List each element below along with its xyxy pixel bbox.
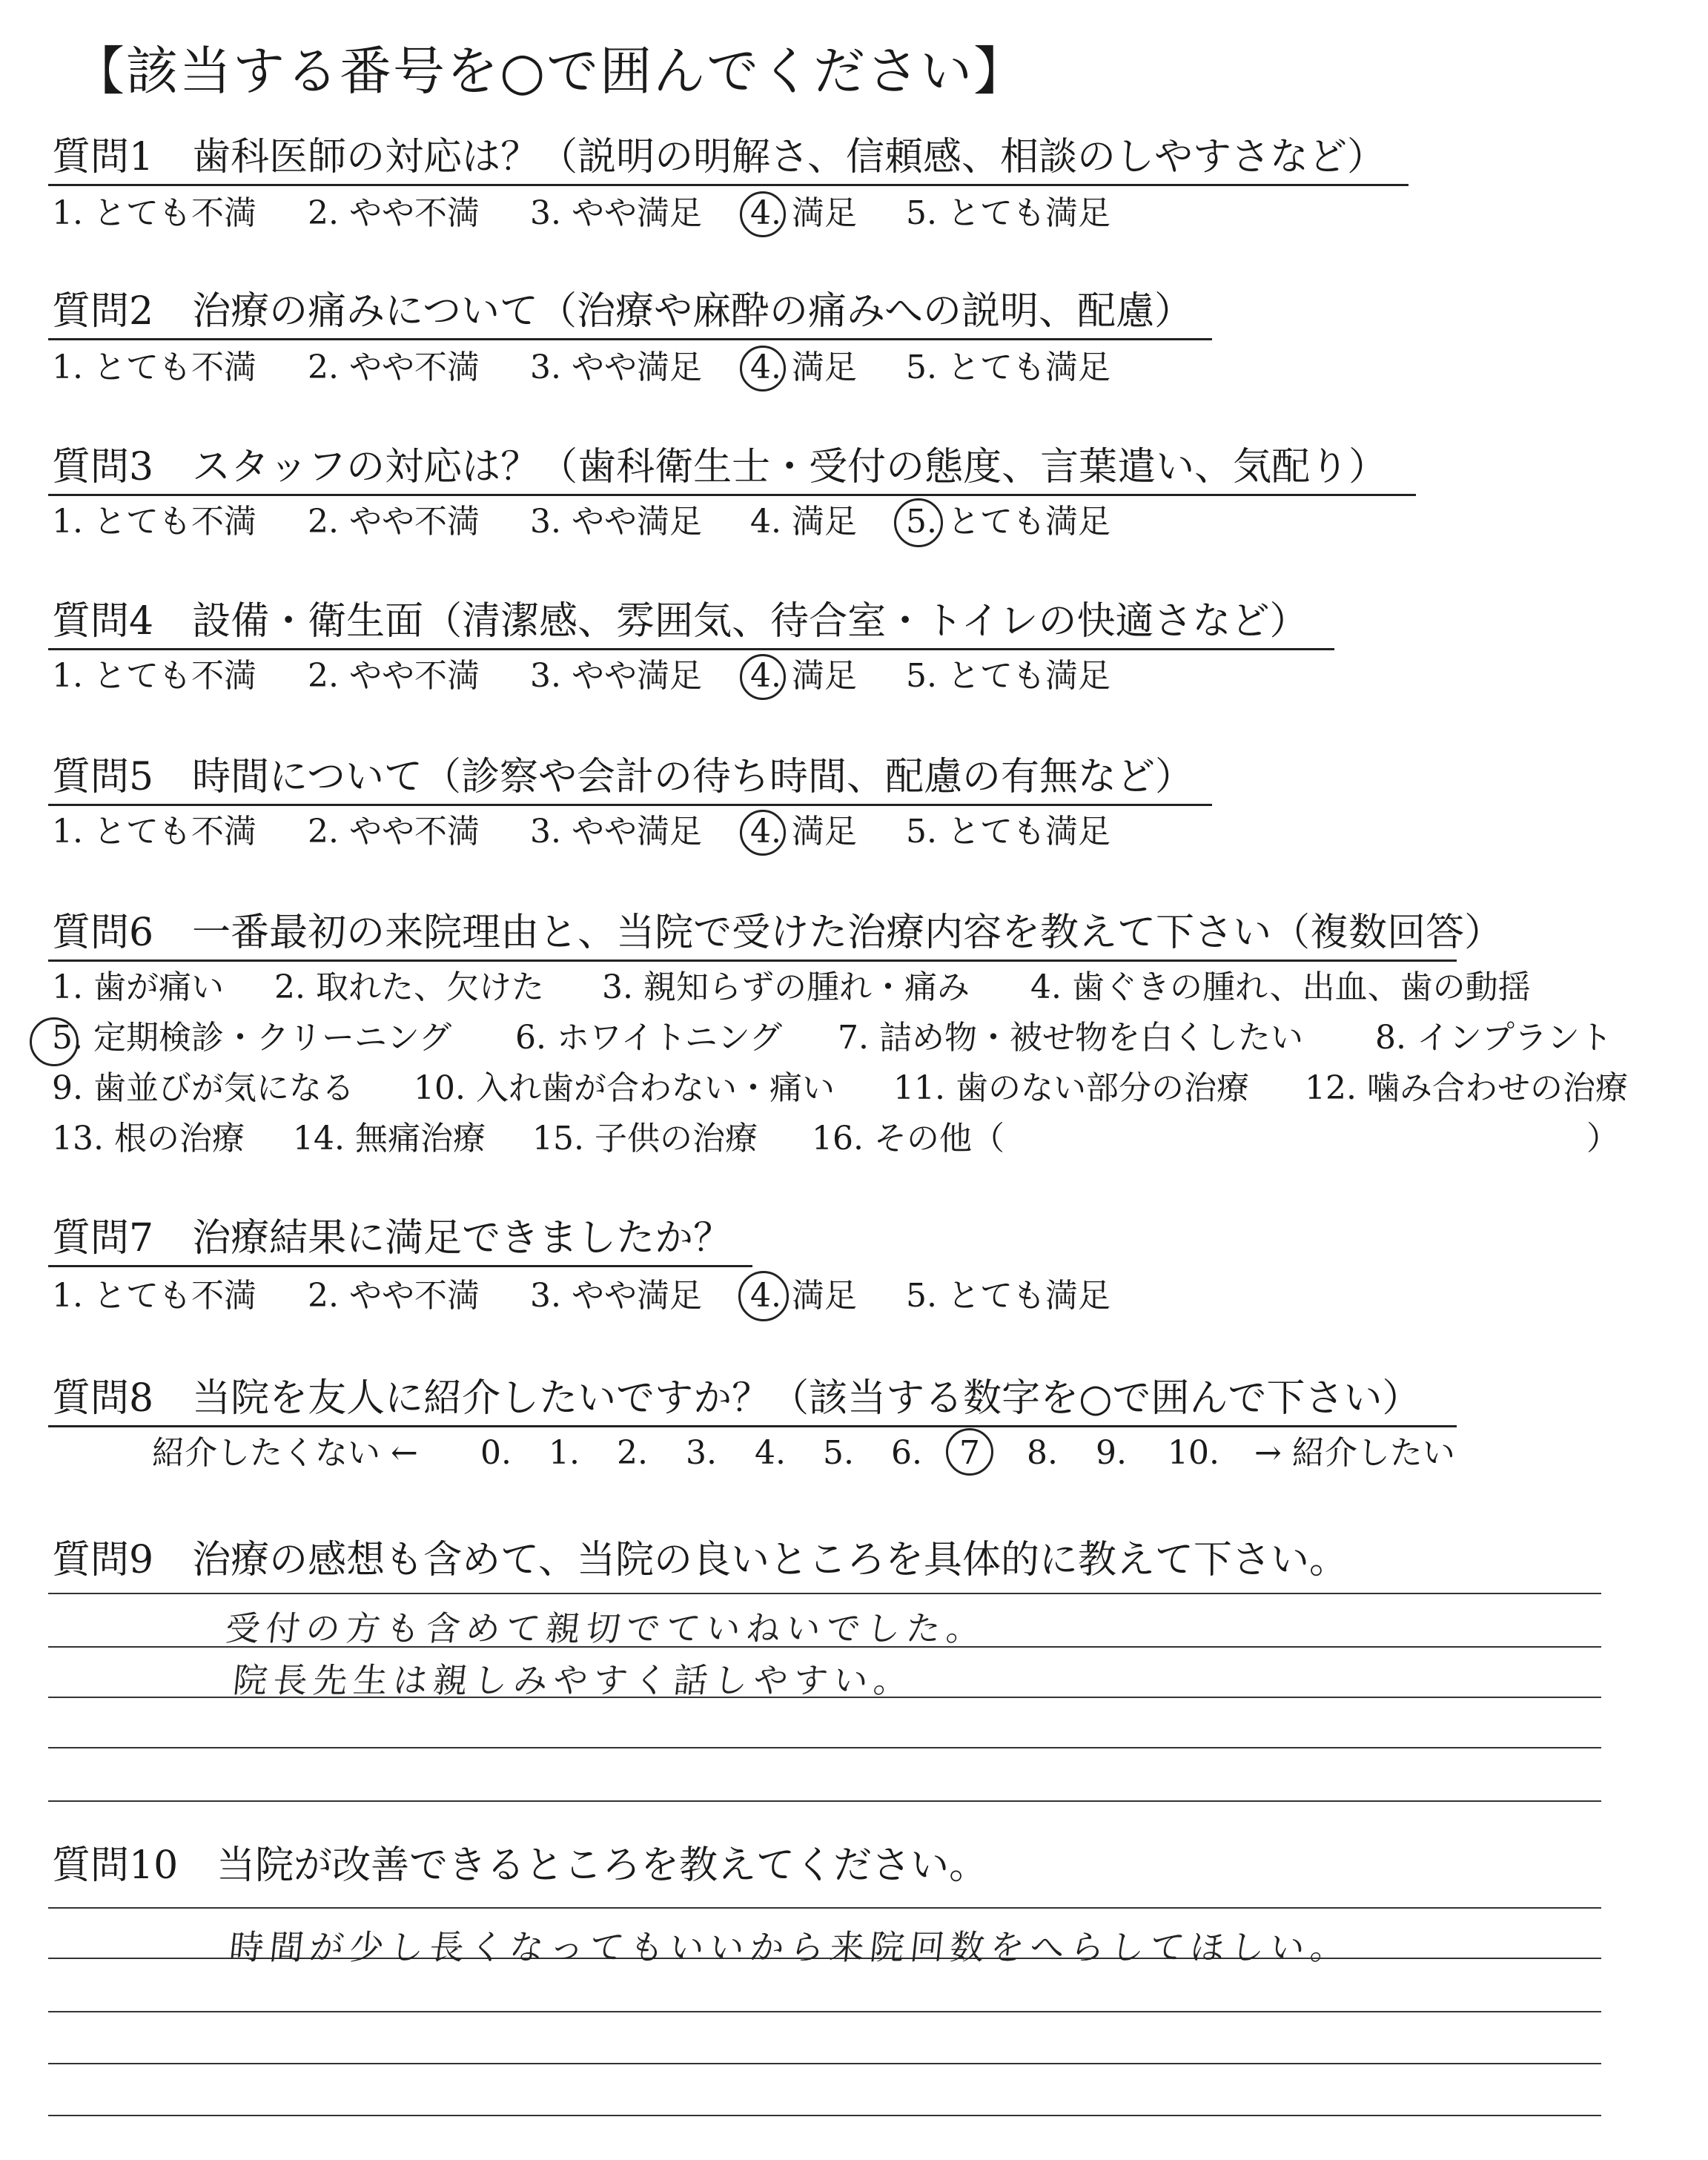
q2-option-3[interactable]: 3. やや満足 xyxy=(530,349,702,386)
q6-option-15[interactable]: 15. 子供の治療 xyxy=(532,1120,758,1157)
q7-option-3[interactable]: 3. やや満足 xyxy=(530,1277,702,1315)
question-3-options xyxy=(0,503,1708,547)
q3-option-2[interactable]: 2. やや不満 xyxy=(308,503,480,541)
q1-option-3[interactable]: 3. やや満足 xyxy=(530,194,702,232)
q3-selection-circle xyxy=(894,498,943,547)
question-1-heading: 質問1 歯科医師の対応は？（説明の明解さ、信頼感、相談のしやすさなど） xyxy=(52,135,1386,179)
question-4-heading: 質問4 設備・衛生面（清潔感、雰囲気、待合室・トイレの快適さなど） xyxy=(52,599,1308,644)
question-3-underline xyxy=(48,494,1416,496)
q8-scale-5[interactable]: 5. xyxy=(823,1434,854,1472)
question-2-underline xyxy=(48,338,1212,340)
question-1-options xyxy=(0,194,1708,239)
q6-option-14[interactable]: 14. 無痛治療 xyxy=(293,1120,486,1157)
q8-scale-8[interactable]: 8. xyxy=(1027,1434,1058,1472)
q1-option-1[interactable]: 1. とても不満 xyxy=(52,194,256,232)
q6-option-2[interactable]: 2. 取れた、欠けた xyxy=(274,968,544,1006)
q3-option-3[interactable]: 3. やや満足 xyxy=(530,503,702,541)
q1-option-5[interactable]: 5. とても満足 xyxy=(906,194,1110,232)
q6-option-13[interactable]: 13. 根の治療 xyxy=(52,1120,245,1157)
question-6-heading: 質問6 一番最初の来院理由と、当院で受けた治療内容を教えて下さい（複数回答） xyxy=(52,911,1503,955)
question-6-options xyxy=(0,968,1708,1161)
q6-option-8[interactable]: 8. インプラント xyxy=(1375,1019,1612,1057)
q2-selection-circle xyxy=(740,346,786,392)
q4-option-5[interactable]: 5. とても満足 xyxy=(906,657,1110,695)
question-3-heading: 質問3 スタッフの対応は？（歯科衛生士・受付の態度、言葉遣い、気配り） xyxy=(52,445,1388,489)
q3-option-4[interactable]: 4. 満足 xyxy=(750,503,857,541)
q8-scale-9[interactable]: 9. xyxy=(1096,1434,1127,1472)
q4-selection-circle xyxy=(740,654,786,700)
question-6-underline xyxy=(48,960,1457,962)
q5-option-1[interactable]: 1. とても不満 xyxy=(52,813,256,851)
question-7-underline xyxy=(48,1265,752,1267)
q10-handwritten-answer-1: 時間が少し長くなってもいいから来院回数をへらしてほしい。 xyxy=(227,1927,1353,1967)
q6-option-3[interactable]: 3. 親知らずの腫れ・痛み xyxy=(602,968,970,1006)
question-1-underline xyxy=(48,184,1409,186)
q5-option-2[interactable]: 2. やや不満 xyxy=(308,813,480,851)
form-title: 【該当する番号を○で囲んでください】 xyxy=(73,41,1027,102)
q10-answer-line-3 xyxy=(48,2011,1601,2012)
q8-scale-4[interactable]: 4. xyxy=(755,1434,786,1472)
q6-option-6[interactable]: 6. ホワイトニング xyxy=(515,1019,783,1057)
q7-option-1[interactable]: 1. とても不満 xyxy=(52,1277,256,1315)
q6-selection-circle xyxy=(30,1017,79,1066)
q6-option-12[interactable]: 12. 噛み合わせの治療 xyxy=(1305,1069,1628,1107)
q8-scale-10[interactable]: 10. xyxy=(1168,1434,1219,1472)
q8-scale-left-label: 紹介したくない ← xyxy=(152,1434,418,1472)
q2-option-4[interactable]: 4. 満足 xyxy=(750,349,857,386)
question-5-heading: 質問5 時間について（診察や会計の待ち時間、配慮の有無など） xyxy=(52,755,1194,799)
q1-option-4[interactable]: 4. 満足 xyxy=(750,194,857,232)
q5-option-5[interactable]: 5. とても満足 xyxy=(906,813,1110,851)
q5-option-3[interactable]: 3. やや満足 xyxy=(530,813,702,851)
question-2-heading: 質問2 治療の痛みについて（治療や麻酔の痛みへの説明、配慮） xyxy=(52,289,1194,334)
q7-selection-circle xyxy=(738,1271,789,1321)
question-10-heading: 質問10 当院が改善できるところを教えてください。 xyxy=(52,1843,988,1888)
q4-option-3[interactable]: 3. やや満足 xyxy=(530,657,702,695)
question-7-heading: 質問7 治療結果に満足できましたか？ xyxy=(52,1216,732,1261)
q2-option-1[interactable]: 1. とても不満 xyxy=(52,349,256,386)
q10-answer-line-5 xyxy=(48,2115,1601,2116)
q8-scale-right-label: → 紹介したい xyxy=(1254,1434,1455,1472)
q6-option-1[interactable]: 1. 歯が痛い xyxy=(52,968,224,1006)
q5-selection-circle xyxy=(740,810,786,856)
question-8-scale xyxy=(0,1434,1708,1479)
q4-option-1[interactable]: 1. とても不満 xyxy=(52,657,256,695)
q10-answer-line-1 xyxy=(48,1907,1601,1909)
q8-scale-6[interactable]: 6. xyxy=(891,1434,922,1472)
q4-option-4[interactable]: 4. 満足 xyxy=(750,657,857,695)
question-5-options xyxy=(0,813,1708,857)
q8-scale-1[interactable]: 1. xyxy=(549,1434,580,1472)
q9-answer-line-5 xyxy=(48,1800,1601,1802)
q1-option-2[interactable]: 2. やや不満 xyxy=(308,194,480,232)
q6-option-11[interactable]: 11. 歯のない部分の治療 xyxy=(893,1069,1249,1107)
q7-option-5[interactable]: 5. とても満足 xyxy=(906,1277,1110,1315)
q6-option-9[interactable]: 9. 歯並びが気になる xyxy=(52,1069,354,1107)
q7-option-4[interactable]: 4. 満足 xyxy=(750,1277,857,1315)
q4-option-2[interactable]: 2. やや不満 xyxy=(308,657,480,695)
q6-option-4[interactable]: 4. 歯ぐきの腫れ、出血、歯の動揺 xyxy=(1030,968,1531,1006)
q8-scale-7[interactable]: 7 xyxy=(959,1434,980,1472)
question-2-options xyxy=(0,349,1708,393)
question-7-options xyxy=(0,1277,1708,1321)
q3-option-1[interactable]: 1. とても不満 xyxy=(52,503,256,541)
question-8-heading: 質問8 当院を友人に紹介したいですか？（該当する数字を○で囲んで下さい） xyxy=(52,1376,1421,1421)
question-8-underline xyxy=(48,1425,1457,1427)
q8-scale-3[interactable]: 3. xyxy=(686,1434,717,1472)
q9-answer-line-1 xyxy=(48,1593,1601,1594)
q5-option-4[interactable]: 4. 満足 xyxy=(750,813,857,851)
q9-handwritten-answer-2: 院長先生は親しみやすく話しやすい。 xyxy=(231,1660,916,1700)
q8-scale-2[interactable]: 2. xyxy=(617,1434,648,1472)
q9-handwritten-answer-1: 受付の方も含めて親切でていねいでした。 xyxy=(223,1608,989,1648)
q10-answer-line-4 xyxy=(48,2063,1601,2064)
q9-answer-line-4 xyxy=(48,1747,1601,1748)
q8-scale-0[interactable]: 0. xyxy=(480,1434,512,1472)
q6-option-10[interactable]: 10. 入れ歯が合わない・痛い xyxy=(414,1069,835,1107)
q6-option-7[interactable]: 7. 詰め物・被せ物を白くしたい xyxy=(838,1019,1303,1057)
question-4-options xyxy=(0,657,1708,701)
q2-option-2[interactable]: 2. やや不満 xyxy=(308,349,480,386)
question-9-heading: 質問9 治療の感想も含めて、当院の良いところを具体的に教えて下さい。 xyxy=(52,1538,1348,1582)
q8-selection-circle xyxy=(946,1428,993,1476)
q7-option-2[interactable]: 2. やや不満 xyxy=(308,1277,480,1315)
question-4-underline xyxy=(48,648,1334,650)
q1-selection-circle xyxy=(740,191,786,237)
q6-option-16[interactable]: 16. その他（ xyxy=(812,1120,1004,1157)
q2-option-5[interactable]: 5. とても満足 xyxy=(906,349,1110,386)
q6-option-16-close: ） xyxy=(1586,1120,1619,1157)
question-5-underline xyxy=(48,804,1212,806)
q6-option-5[interactable]: 5. 定期検診・クリーニング xyxy=(52,1019,452,1057)
q3-option-5[interactable]: 5. とても満足 xyxy=(906,503,1110,541)
